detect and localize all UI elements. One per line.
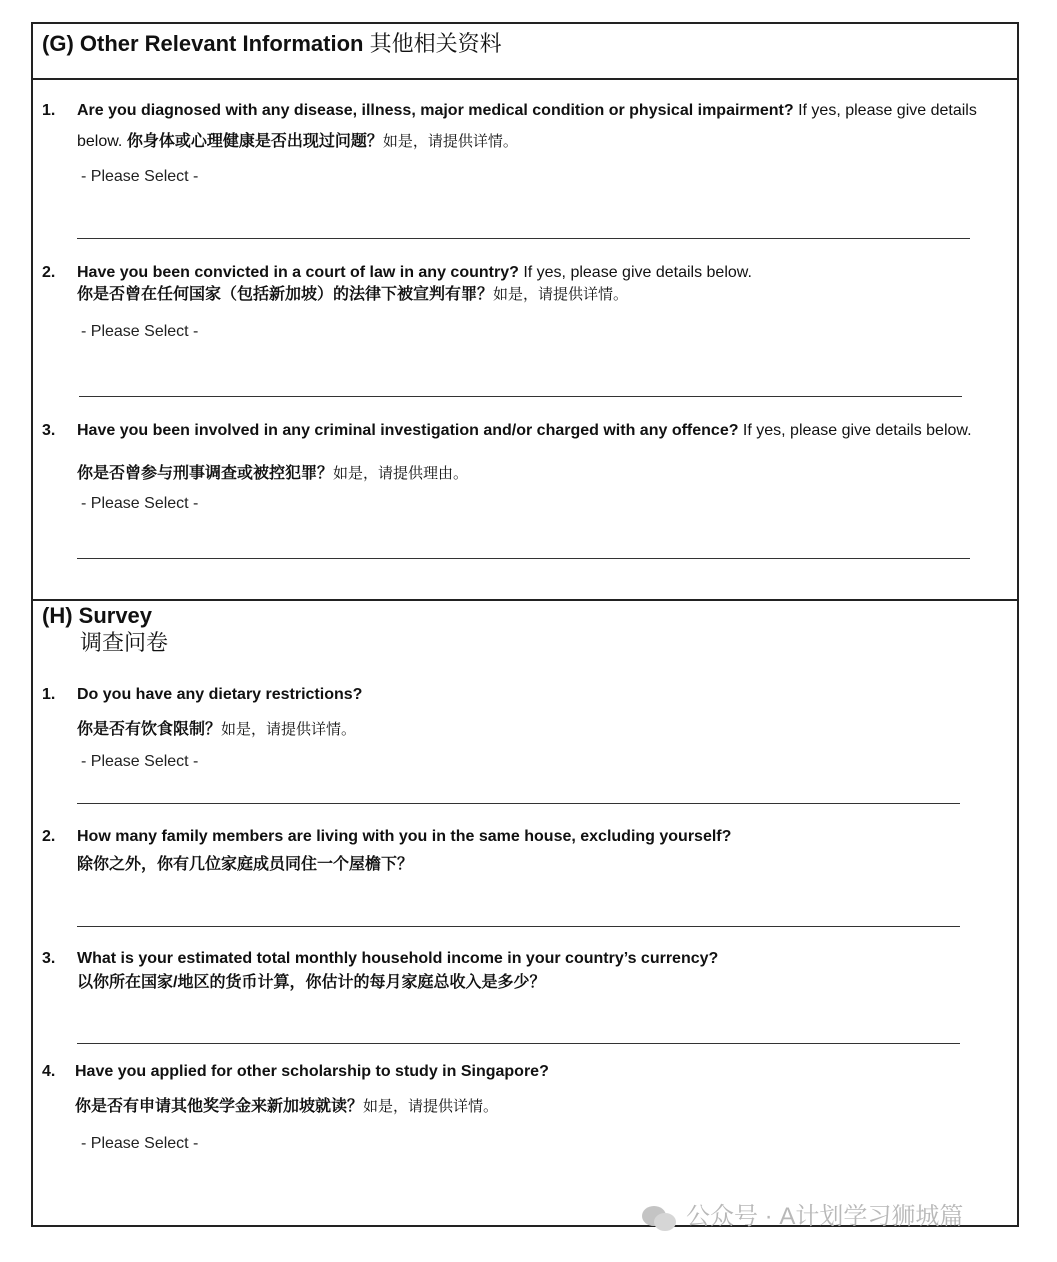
question-text [77,263,1007,283]
section-g-title [42,31,502,57]
question-cn: 以你所在国家/地区的货币计算，你估计的每月家庭总收入是多少？ [77,974,546,991]
question-number: 1. [42,102,56,119]
question-cn-note: 如是，请提供理由。 [333,464,469,482]
question-en: How many family members are living with you in the same house, excluding yourself? [77,828,732,845]
question-en: Have you been involved in any criminal investigation and/or charged with any offence? [77,422,739,439]
question-en-note: If yes, please give details below. [518,264,752,281]
question-en: Have you applied for other scholarship to study in Singapore? [75,1063,549,1080]
question-en: Do you have any dietary restrictions? [77,686,363,703]
question-text [75,1062,1005,1082]
question-cn: 除你之外，你有几位家庭成员同住一个屋檐下？ [77,856,414,873]
question-number: 1. [42,686,56,703]
question-cn-note: 如是，请提供详情。 [363,1097,499,1115]
dropdown-select[interactable]: - Please Select - [81,1135,199,1152]
question-cn-line [77,463,468,484]
section-g-title-en: (G) Other Relevant Information [42,31,364,56]
wechat-icon [640,1204,680,1232]
question-cn-note: 如是，请提供详情。 [493,285,629,303]
answer-line[interactable] [77,238,970,239]
dropdown-select[interactable]: - Please Select - [81,323,199,340]
question-cn: 你是否曾参与刑事调查或被控犯罪？ [77,465,334,482]
section-h-title-cn: 调查问卷 [80,630,169,655]
question-cn: 你是否曾在任何国家（包括新加坡）的法律下被宣判有罪？ [77,286,494,303]
question-cn-line [77,719,356,740]
question-cn-line [75,1096,498,1117]
question-cn-note: 如是，请提供详情。 [382,132,518,150]
question-cn: 你是否有申请其他奖学金来新加坡就读？ [75,1098,364,1115]
question-number: 3. [42,422,56,439]
question-text [77,827,1007,847]
question-cn: 你身体或心理健康是否出现过问题？ [126,133,383,150]
question-en-note: If yes, please give details below. [77,102,977,150]
section-h-title: (H) Survey [42,603,153,628]
question-en: Have you been convicted in a court of law in any country? [77,264,519,281]
watermark [640,1202,963,1232]
section-g-title-cn: 其他相关资料 [369,31,502,56]
answer-line[interactable] [79,396,962,397]
answer-line[interactable] [77,558,970,559]
question-number: 2. [42,828,56,845]
question-cn-note: 如是，请提供详情。 [221,720,357,738]
dropdown-select[interactable]: - Please Select - [81,495,199,512]
question-number: 3. [42,950,56,967]
dropdown-select[interactable]: - Please Select - [81,753,199,770]
watermark-text: 公众号 · A计划学习狮城篇 [686,1203,964,1230]
question-text [77,685,1007,705]
question-cn-line [77,973,545,993]
question-text [77,949,1007,969]
section-divider [31,599,1019,601]
question-cn: 你是否有饮食限制？ [77,721,222,738]
section-g-header-divider [31,78,1019,80]
question-cn-line [77,284,628,305]
answer-line[interactable] [77,1043,960,1044]
question-en: What is your estimated total monthly household income in your country’s currency? [77,950,719,967]
question-cn-line [77,855,413,875]
answer-line[interactable] [77,803,960,804]
dropdown-select[interactable]: - Please Select - [81,168,199,185]
question-number: 4. [42,1063,56,1080]
answer-line[interactable] [77,926,960,927]
question-text [77,421,1002,441]
form-frame [31,22,1019,1227]
question-text [77,95,1007,157]
question-number: 2. [42,264,56,281]
question-en: Are you diagnosed with any disease, illness, major medical condition or physical impairment? [77,102,794,119]
question-en-note: If yes, please give details below. [738,422,972,439]
